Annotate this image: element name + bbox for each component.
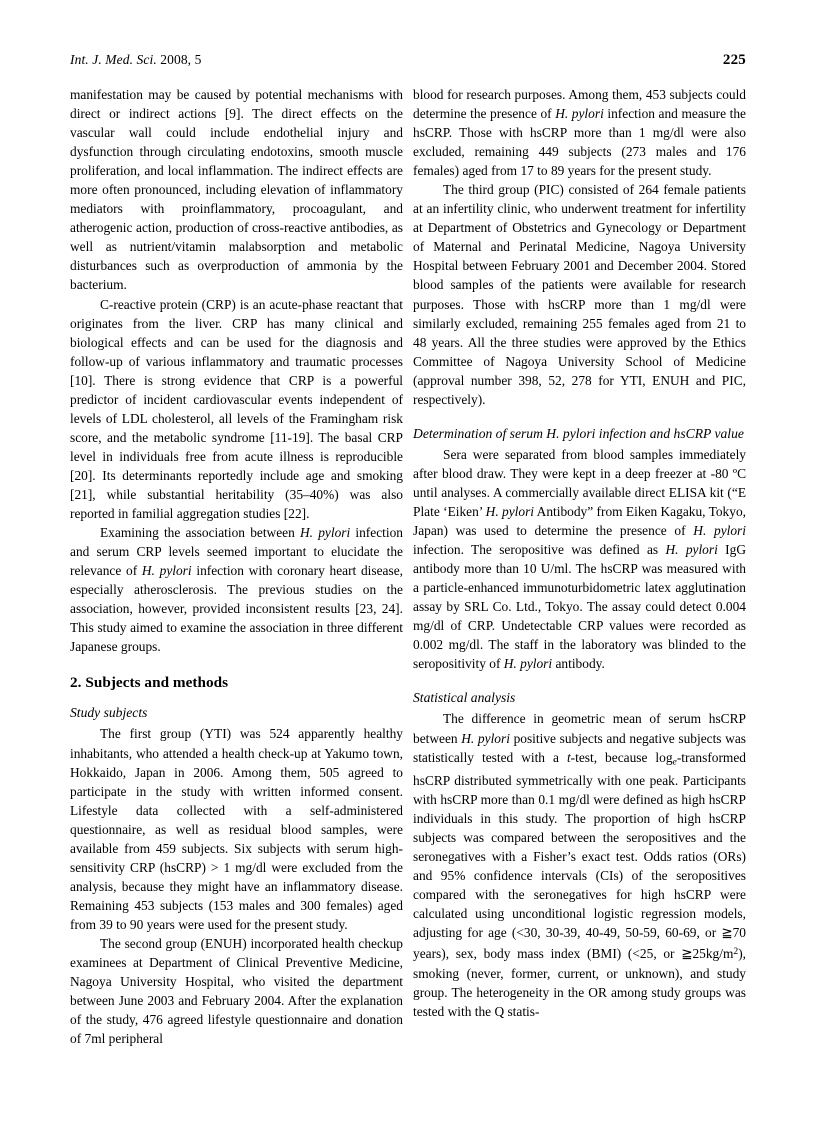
running-head xyxy=(70,52,746,69)
page-content xyxy=(70,52,746,1048)
species-name: H. pylori xyxy=(485,503,535,519)
text-run: infection with coronary heart disease, especially atherosclerosis. The previous studies on the association, however, provided inconsistent results [23, 24]. This study aimed to examine the association in three different Japanese groups. xyxy=(70,563,403,655)
log-base-subscript: e xyxy=(672,755,677,767)
species-name: H. pylori xyxy=(555,106,604,122)
text-run: 25kg/m xyxy=(692,946,734,962)
greater-equal-symbol: ≧ xyxy=(681,946,693,962)
text-run: IgG antibody more than 10 U/ml. The hsCRP was measured with a particle-enhanced immunoturbidometric latex agglutination assay by SRL Co. Ltd., Tokyo. The assay could detect 0.004 mg/dl of CRP. Undetectable CRP values were recorded as 0.002 mg/dl. The staff in the laboratory was blinded to the seropositivity of xyxy=(413,542,746,672)
text-run: infection. The seropositive was defined as xyxy=(413,542,666,558)
subsection-heading-statistical-analysis: Statistical analysis xyxy=(413,690,516,706)
species-name: H. pylori xyxy=(693,523,746,539)
paragraph-crp: C-reactive protein (CRP) is an acute-phase reactant that originates from the liver. CRP has many clinical and biological effects and can be used for the diagnosis and follow-up of various inflammatory and traumatic processes [10]. There is strong evidence that CRP is a powerful predictor of incident cardiovascular events independent of levels of LDL cholesterol, all levels of the Framingham risk score, and the metabolic syndrome [11-19]. The basal CRP level in individuals free from acute illness is reproducible [20]. Its determinants reportedly include age and smoking [21], while substantial heritability (35–40%) was also reported in familial aggregation studies [22]. xyxy=(70,296,403,522)
paragraph-group-enuh-continued xyxy=(413,85,746,180)
text-run: blood for research purposes. Among them, 453 subjects could determine the presence of xyxy=(413,87,746,122)
right-column xyxy=(413,85,746,1021)
text-run: Antibody” from Eiken Kagaku, Tokyo, Japan) was used to determine the presence of xyxy=(413,503,746,539)
paragraph-group-pic: The third group (PIC) consisted of 264 female patients at an infertility clinic, who underwent treatment for infertility at Department of Obstetrics and Gynecology or Department of Maternal and Perinatal Medicine, Nagoya University Hospital between February 2001 and December 2004. Stored blood samples of the patients were available for research purposes. Those with hsCRP more than 1 mg/dl were similarly excluded, remaining 255 females aged from 21 to 48 years. All the three studies were approved by the Ethics Committee of Nagoya University School of Medicine (approval number 398, 52, 278 for YTI, ENUH and PIC, respectively). xyxy=(413,182,746,407)
left-column xyxy=(70,85,403,1048)
text-run: positive subjects and negative subjects was statistically tested with a xyxy=(413,730,746,765)
text-run: -transformed hsCRP distributed symmetrically with one peak. Participants with hsCRP more than 0.1 mg/dl were defined as high hsCRP individuals in this study. The proportion of high hsCRP subjects was compared between the seropositives and the seronegatives with a Fisher’s exact test. Odds ratios (ORs) and 95% confidence intervals (CIs) of the seropositives compared with the seronegatives for high hsCRP were calculated using unconditional logistic regression models, adjusting for age (<30, 30-39, 40-49, 50-59, 60-69, or xyxy=(413,749,746,941)
species-name: H. pylori xyxy=(503,656,553,672)
two-column-body xyxy=(70,85,746,1048)
text-run: 70 years), sex, body mass index (BMI) (<25, or xyxy=(413,925,746,962)
subsection-heading-determination xyxy=(413,424,746,443)
text-run: ), smoking (never, former, current, or unknown), and study group. The heterogeneity in the OR among study groups was tested with the Q statis- xyxy=(413,946,746,1019)
text-run: infection and hsCRP value xyxy=(595,425,744,441)
paragraph-examining xyxy=(70,523,403,656)
text-run: The difference in geometric mean of serum hsCRP between xyxy=(413,711,746,746)
page-number: 225 xyxy=(722,52,746,68)
text-run: -test, because log xyxy=(570,749,673,765)
paragraph-mechanisms: manifestation may be caused by potential mechanisms with direct or indirect actions [9]. The direct effects on the vascular wall could include endothelial injury and dysfunction through circulating endotoxins, smooth muscle proliferation, and local inflammation. The indirect effects are more often pronounced, including elevation of inflammatory mediators with proinflammatory, procoagulant, and atherogenic action, production of cross-reactive antibodies, as well as nutrient/vitamin malabsorption and metabolic disturbances such as overproduction of ammonia by the bacterium. xyxy=(70,87,403,293)
journal-volume: 2008, 5 xyxy=(160,52,202,67)
species-name: H. pylori xyxy=(665,542,718,558)
subsection-heading-study-subjects: Study subjects xyxy=(70,705,148,721)
journal-citation xyxy=(70,52,201,68)
paragraph-sera-methods xyxy=(413,445,746,674)
statistic-symbol: t xyxy=(566,749,571,765)
greater-equal-symbol: ≧ xyxy=(721,925,733,941)
species-name: H. pylori xyxy=(300,525,351,541)
journal-name: Int. J. Med. Sci. xyxy=(70,52,157,67)
paragraph-statistical-methods xyxy=(413,709,746,1020)
text-run: Sera were separated from blood samples immediately after blood draw. They were kept in a deep freezer at -80 ºC until analyses. A commercially available direct ELISA kit (“E Plate ‘Eiken’ xyxy=(413,446,746,519)
square-superscript: 2 xyxy=(733,946,739,958)
paragraph-group-yti: The first group (YTI) was 524 apparently healthy inhabitants, who attended a health check-up at Yakumo town, Hokkaido, Japan in 2006. Among them, 505 agreed to participate in the study with written informed consent. Lifestyle data collected with a self-administered questionnaire, as well as residual blood samples, were available from 459 subjects. Six subjects with serum high-sensitivity CRP (hsCRP) > 1 mg/dl were excluded from the analysis, because they might have an inflammatory disease. Remaining 453 subjects (153 males and 300 females) aged from 39 to 90 years were used for the present study. xyxy=(70,726,403,932)
text-run: Examining the association between xyxy=(100,525,300,541)
text-run: Determination of serum xyxy=(413,425,547,441)
text-run: infection and measure the hsCRP. Those with hsCRP more than 1 mg/dl were also excluded, remaining 449 subjects (273 males and 176 females) aged from 17 to 89 years for the present study. xyxy=(413,106,747,179)
species-name: H. pylori xyxy=(546,425,596,441)
section-heading-subjects-and-methods: 2. Subjects and methods xyxy=(70,674,229,692)
species-name: H. pylori xyxy=(461,730,510,746)
paragraph-group-enuh: The second group (ENUH) incorporated health checkup examinees at Department of Clinical Preventive Medicine, Nagoya University Hospital, who visited the department between June 2003 and February 2004. After the explanation of the study, 476 agreed lifestyle questionnaire and donation of 7ml peripheral xyxy=(70,935,403,1047)
text-run: antibody. xyxy=(552,656,605,672)
species-name: H. pylori xyxy=(141,563,192,579)
text-run: infection and serum CRP levels seemed important to elucidate the relevance of xyxy=(70,525,403,579)
